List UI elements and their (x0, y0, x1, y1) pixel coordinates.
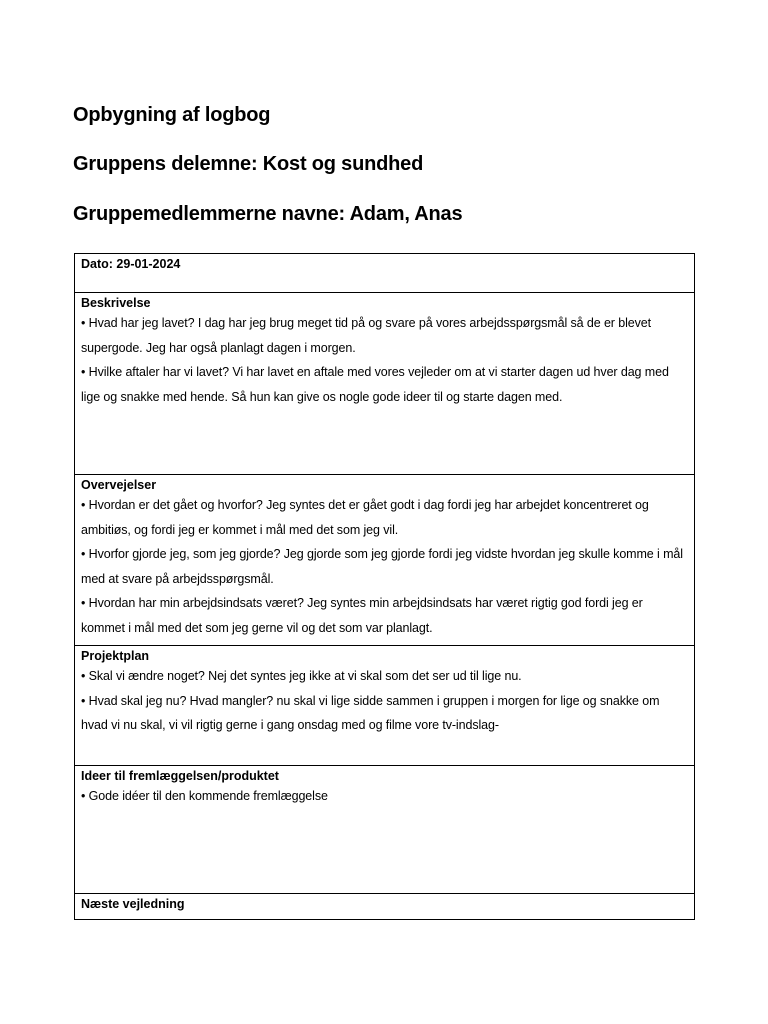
document-title: Opbygning af logbog (73, 104, 271, 126)
considerations-section (75, 475, 694, 646)
ideas-heading: Ideer til fremlæggelsen/produktet (81, 769, 279, 783)
project-plan-section (75, 646, 694, 766)
considerations-item: • Hvordan er det gået og hvorfor? Jeg syntes det er gået godt i dag fordi jeg har arbejdet koncentreret og ambitiøs, og fordi jeg er kommet i mål med det som jeg vil. (81, 498, 649, 537)
next-guidance-section (75, 894, 694, 921)
group-topic: Gruppens delemne: Kost og sundhed (73, 153, 424, 175)
project-plan-item: • Skal vi ændre noget? Nej det syntes jeg ikke at vi skal som det ser ud til lige nu. (81, 669, 522, 683)
next-guidance-heading: Næste vejledning (81, 897, 185, 911)
description-section (75, 293, 694, 475)
ideas-item: • Gode idéer til den kommende fremlæggelse (81, 789, 328, 803)
group-members: Gruppemedlemmerne navne: Adam, Anas (73, 203, 463, 225)
considerations-heading: Overvejelser (81, 478, 157, 492)
description-heading: Beskrivelse (81, 296, 151, 310)
date-section (75, 254, 694, 293)
project-plan-item: • Hvad skal jeg nu? Hvad mangler? nu skal vi lige sidde sammen i gruppen i morgen for lige og snakke om hvad vi nu skal, vi vil rigtig gerne i gang onsdag med og filme vore tv-indslag- (81, 693, 660, 732)
description-item: • Hvilke aftaler har vi lavet? Vi har lavet en aftale med vores vejleder om at vi starter dagen ud hver dag med lige og snakke med hende. Så hun kan give os nogle gode ideer til og starte dagen med. (81, 365, 669, 404)
considerations-item: • Hvordan har min arbejdsindsats været? Jeg syntes min arbejdsindsats har været rigtig god fordi jeg er kommet i mål med det som jeg gerne vil og det som var planlagt. (81, 596, 643, 635)
ideas-section (75, 766, 694, 894)
project-plan-heading: Projektplan (81, 649, 150, 663)
description-item: • Hvad har jeg lavet? I dag har jeg brug meget tid på og svare på vores arbejdsspørgsmål så de er blevet supergode. Jeg har også planlagt dagen i morgen. (81, 316, 651, 355)
date-label: Dato: 29-01-2024 (81, 257, 181, 271)
logbook-table (74, 253, 695, 920)
considerations-item: • Hvorfor gjorde jeg, som jeg gjorde? Jeg gjorde som jeg gjorde fordi jeg vidste hvordan jeg skulle komme i mål med at svare på arbejdsspørgsmål. (81, 547, 683, 586)
